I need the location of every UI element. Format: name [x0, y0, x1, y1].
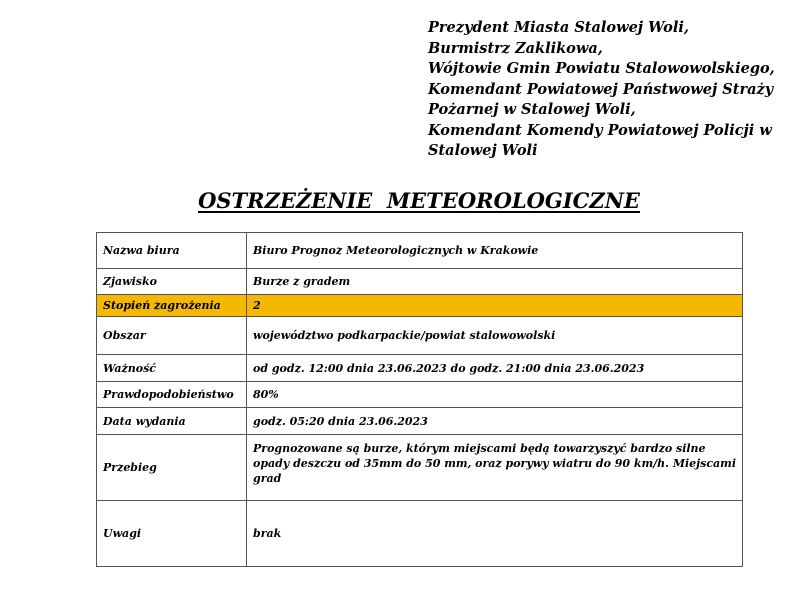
table-row: [97, 355, 743, 382]
addressee-line: Komendant Powiatowej Państwowej Straży: [428, 80, 774, 98]
addressee-line: Komendant Komendy Powiatowej Policji w: [428, 121, 772, 139]
row-value: Burze z gradem: [247, 269, 743, 295]
row-value: brak: [247, 501, 743, 567]
row-label: Prawdopodobieństwo: [97, 382, 247, 408]
row-label: Nazwa biura: [97, 233, 247, 269]
row-label: Ważność: [97, 355, 247, 382]
document-title: OSTRZEŻENIE METEOROLOGICZNE: [198, 188, 640, 213]
addressee-line: Pożarnej w Stalowej Woli,: [428, 101, 636, 118]
row-value: 2: [247, 295, 743, 317]
row-value-text: Prognozowane są burze, którym miejscami będą towarzyszyć bardzo silne opady deszczu od 35mm do 50 mm, oraz porywy wiatru do 90 km/h. Miejscami grad: [253, 442, 736, 485]
row-value: godz. 05:20 dnia 23.06.2023: [247, 408, 743, 435]
row-label: Zjawisko: [97, 269, 247, 295]
warning-table: [96, 232, 743, 567]
row-label: Obszar: [97, 317, 247, 355]
addressee-line: Prezydent Miasta Stalowej Woli,: [428, 19, 689, 36]
table-row: [97, 269, 743, 295]
row-value: [247, 435, 743, 501]
row-value: od godz. 12:00 dnia 23.06.2023 do godz. 21:00 dnia 23.06.2023: [247, 355, 743, 382]
table-row-highlighted: [97, 295, 743, 317]
row-label: Przebieg: [97, 435, 247, 501]
table-row: [97, 382, 743, 408]
addressee-line: Burmistrz Zaklikowa,: [428, 39, 603, 57]
table-row: [97, 408, 743, 435]
row-label: Uwagi: [97, 501, 247, 567]
row-value: 80%: [247, 382, 743, 408]
row-value: Biuro Prognoz Meteorologicznych w Krakowie: [247, 233, 743, 269]
addressee-block: [428, 18, 775, 162]
table-row: [97, 435, 743, 501]
row-value: województwo podkarpackie/powiat stalowowolski: [247, 317, 743, 355]
row-label: Data wydania: [97, 408, 247, 435]
row-label: Stopień zagrożenia: [97, 295, 247, 317]
table-row: [97, 233, 743, 269]
table-row: [97, 317, 743, 355]
addressee-line: Wójtowie Gmin Powiatu Stalowowolskiego,: [428, 60, 775, 77]
addressee-line: Stalowej Woli: [428, 142, 538, 159]
table-row: [97, 501, 743, 567]
